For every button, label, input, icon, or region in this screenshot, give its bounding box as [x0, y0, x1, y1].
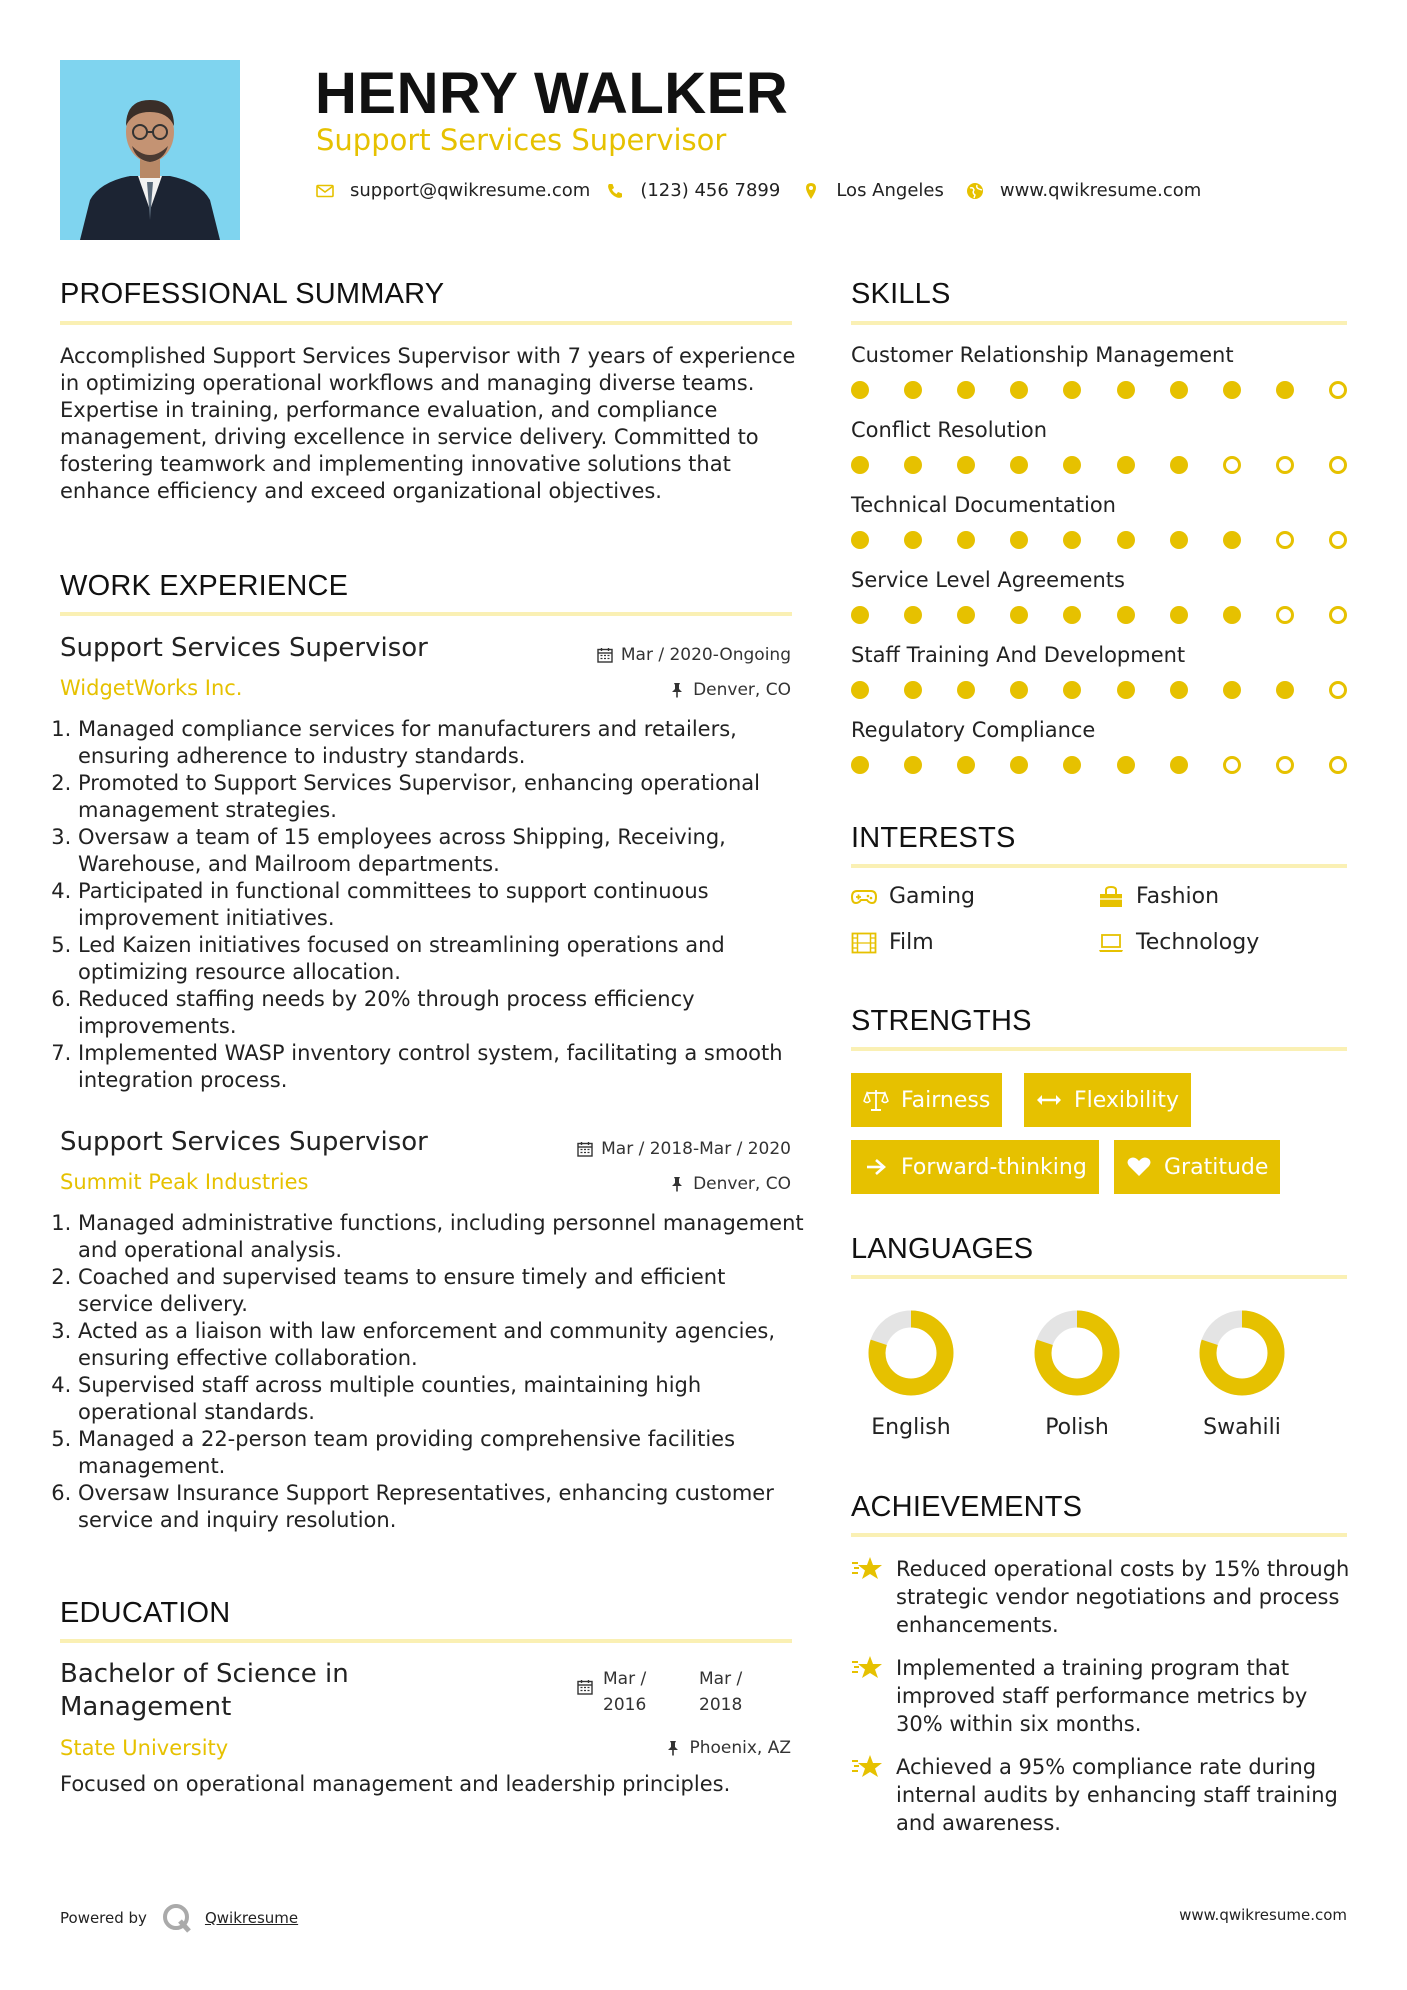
- bag-icon: [1098, 886, 1124, 908]
- strengths-heading: STRENGTHS: [851, 1005, 1032, 1037]
- skill-dot-filled: [1223, 681, 1241, 699]
- skill-dot-filled: [904, 531, 922, 549]
- list-item: 3. Oversaw a team of 15 employees across Shipping, Receiving, Warehouse, and Mailroom departments.: [78, 824, 804, 878]
- skill-dot-empty: [1329, 756, 1347, 774]
- job-1-role: Support Services Supervisor: [60, 633, 428, 663]
- skill-rating: [851, 456, 1347, 474]
- arrow-right-icon: [863, 1155, 889, 1179]
- list-item: 2. Promoted to Support Services Supervisor, enhancing operational management strategies.: [78, 770, 804, 824]
- education-end: [699, 1666, 769, 1718]
- skill-dot-filled: [1010, 681, 1028, 699]
- skill-dot-empty: [1329, 681, 1347, 699]
- skill-dot-filled: [957, 756, 975, 774]
- skill-dot-filled: [1010, 756, 1028, 774]
- laptop-icon: [1098, 932, 1124, 954]
- language-item: [856, 1309, 966, 1440]
- skill-dot-filled: [1063, 681, 1081, 699]
- achievements-heading: ACHIEVEMENTS: [851, 1491, 1083, 1523]
- strength-tag: [1114, 1140, 1280, 1194]
- list-item: 2. Coached and supervised teams to ensure timely and efficient service delivery.: [78, 1264, 804, 1318]
- summary-text: Accomplished Support Services Supervisor with 7 years of experience in optimizing operational workflows and managing diverse teams. Expertise in training, performance evaluation, and compliance management, driving excellence in service delivery. Committed to fostering teamwork and implementing innovative solutions that enhance efficiency and exceed organizational objectives.: [60, 344, 796, 503]
- calendar-icon: [577, 1141, 593, 1157]
- skill-name: Service Level Agreements: [851, 568, 1125, 592]
- skill-dot-filled: [1117, 381, 1135, 399]
- skill-dot-empty: [1223, 456, 1241, 474]
- skill-dot-filled: [1276, 681, 1294, 699]
- skill-dot-filled: [1063, 456, 1081, 474]
- strength-label: Flexibility: [1074, 1087, 1179, 1113]
- job-2-location-text: Denver, CO: [693, 1174, 791, 1194]
- language-name: Swahili: [1203, 1415, 1281, 1440]
- skill-dot-filled: [1170, 531, 1188, 549]
- skill-dot-filled: [1117, 606, 1135, 624]
- skill-dot-empty: [1276, 531, 1294, 549]
- skill-dot-empty: [1329, 456, 1347, 474]
- education-school: State University: [60, 1736, 229, 1760]
- education-dates: [577, 1666, 769, 1718]
- contact-phone-text: (123) 456 7899: [640, 180, 781, 201]
- job-2-role: Support Services Supervisor: [60, 1127, 428, 1157]
- skill-dot-filled: [1063, 531, 1081, 549]
- pushpin-icon: [669, 682, 685, 698]
- skill-dot-filled: [1063, 606, 1081, 624]
- interest-item: [1098, 884, 1219, 909]
- skill-dot-filled: [1170, 681, 1188, 699]
- calendar-icon: [577, 1679, 593, 1695]
- job-1-location: [669, 680, 791, 700]
- job-2-location: [669, 1174, 791, 1194]
- contact-phone[interactable]: [606, 180, 780, 201]
- skill-rating: [851, 381, 1347, 399]
- phone-icon: [606, 182, 624, 200]
- job-1-bullets: [59, 716, 804, 1094]
- language-proficiency-ring: [867, 1309, 955, 1397]
- contact-website[interactable]: [966, 180, 1201, 201]
- balance-scale-icon: [863, 1088, 889, 1112]
- education-start: [603, 1666, 673, 1718]
- skill-dot-empty: [1329, 531, 1347, 549]
- work-heading: WORK EXPERIENCE: [60, 570, 349, 602]
- strength-label: Fairness: [901, 1087, 991, 1113]
- skill-dot-filled: [851, 756, 869, 774]
- interest-label: Gaming: [889, 884, 975, 909]
- skill-dot-filled: [851, 456, 869, 474]
- skill-name: Regulatory Compliance: [851, 718, 1096, 742]
- strength-tag: [1024, 1073, 1191, 1127]
- skill-dot-filled: [904, 381, 922, 399]
- achievement-item: [851, 1654, 1351, 1738]
- contact-bar: [316, 180, 1217, 201]
- pushpin-icon: [665, 1740, 681, 1756]
- language-name: Polish: [1045, 1415, 1109, 1440]
- language-proficiency-ring: [1033, 1309, 1121, 1397]
- skill-dot-filled: [1276, 381, 1294, 399]
- skill-rating: [851, 531, 1347, 549]
- education-start-month: Mar /: [603, 1669, 647, 1689]
- contact-email-text: support@qwikresume.com: [350, 180, 591, 201]
- list-item: 3. Acted as a liaison with law enforcement and community agencies, ensuring effective collaboration.: [78, 1318, 804, 1372]
- job-2-company: Summit Peak Industries: [60, 1170, 309, 1194]
- skill-name: Staff Training And Development: [851, 643, 1186, 667]
- skill-name: Conflict Resolution: [851, 418, 1048, 442]
- job-1-dates: [597, 645, 791, 665]
- list-item: 1. Managed administrative functions, including personnel management and operational analysis.: [78, 1210, 804, 1264]
- contact-website-text: www.qwikresume.com: [999, 180, 1202, 201]
- contact-email[interactable]: [316, 180, 590, 201]
- envelope-icon: [316, 182, 334, 200]
- education-heading: EDUCATION: [60, 1597, 231, 1629]
- skill-dot-filled: [851, 531, 869, 549]
- education-location: [665, 1738, 791, 1758]
- gamepad-icon: [851, 886, 877, 908]
- education-description: Focused on operational management and leadership principles.: [60, 1772, 731, 1796]
- language-item: [1187, 1309, 1297, 1440]
- list-item: 6. Reduced staffing needs by 20% through process efficiency improvements.: [78, 986, 804, 1040]
- calendar-icon: [597, 647, 613, 663]
- skill-name: Technical Documentation: [851, 493, 1116, 517]
- skill-dot-filled: [1223, 531, 1241, 549]
- skill-dot-empty: [1276, 606, 1294, 624]
- strength-label: Forward-thinking: [901, 1154, 1087, 1180]
- interest-label: Film: [889, 930, 934, 955]
- job-2-dates-text: Mar / 2018-Mar / 2020: [601, 1139, 791, 1159]
- interests-heading: INTERESTS: [851, 822, 1016, 854]
- skill-rating: [851, 681, 1347, 699]
- education-start-year: 2016: [603, 1695, 647, 1715]
- education-degree: Bachelor of Science in Management: [60, 1659, 349, 1722]
- skill-dot-empty: [1329, 381, 1347, 399]
- list-item: 4. Participated in functional committees to support continuous improvement initiatives.: [78, 878, 804, 932]
- skill-dot-filled: [1170, 381, 1188, 399]
- star-icon: [851, 1753, 883, 1781]
- heart-icon: [1126, 1155, 1152, 1179]
- film-icon: [851, 932, 877, 954]
- contact-location: [802, 180, 944, 201]
- qwikresume-logo-icon: [161, 1902, 193, 1934]
- skill-dot-filled: [1223, 381, 1241, 399]
- skill-dot-filled: [851, 381, 869, 399]
- list-item: 4. Supervised staff across multiple counties, maintaining high operational standards.: [78, 1372, 804, 1426]
- skill-dot-empty: [1329, 606, 1347, 624]
- achievements-divider: [851, 1533, 1347, 1537]
- interest-label: Technology: [1136, 930, 1260, 955]
- skill-dot-filled: [1170, 606, 1188, 624]
- summary-heading: PROFESSIONAL SUMMARY: [60, 278, 445, 310]
- achievement-item: [851, 1753, 1351, 1837]
- skill-dot-filled: [957, 531, 975, 549]
- skill-dot-filled: [1223, 606, 1241, 624]
- job-1-dates-text: Mar / 2020-Ongoing: [620, 645, 791, 665]
- skill-dot-filled: [1170, 456, 1188, 474]
- list-item: 5. Led Kaizen initiatives focused on streamlining operations and optimizing resource allocation.: [78, 932, 804, 986]
- education-end-year: 2018: [699, 1695, 743, 1715]
- star-icon: [851, 1555, 883, 1583]
- skills-heading: SKILLS: [851, 278, 951, 310]
- language-name: English: [871, 1415, 951, 1440]
- footer-site[interactable]: www.qwikresume.com: [1179, 1906, 1347, 1924]
- skill-dot-filled: [1010, 606, 1028, 624]
- achievement-text: Implemented a training program that improved staff performance metrics by 30% within six months.: [896, 1656, 1308, 1736]
- person-portrait-icon: [60, 60, 240, 240]
- skill-dot-filled: [851, 606, 869, 624]
- job-1-location-text: Denver, CO: [693, 680, 791, 700]
- interest-item: [851, 930, 934, 955]
- skill-dot-filled: [1170, 756, 1188, 774]
- job-1-company: WidgetWorks Inc.: [60, 676, 243, 700]
- summary-divider: [60, 321, 792, 325]
- skill-dot-filled: [957, 681, 975, 699]
- strengths-divider: [851, 1047, 1347, 1051]
- skill-dot-filled: [1010, 456, 1028, 474]
- skill-dot-filled: [904, 681, 922, 699]
- interest-item: [1098, 930, 1259, 955]
- skill-dot-filled: [1063, 756, 1081, 774]
- education-location-text: Phoenix, AZ: [689, 1738, 791, 1758]
- interest-label: Fashion: [1136, 884, 1220, 909]
- skill-dot-filled: [957, 381, 975, 399]
- candidate-name: HENRY WALKER: [315, 61, 789, 126]
- arrows-horizontal-icon: [1036, 1088, 1062, 1112]
- achievement-text: Reduced operational costs by 15% through strategic vendor negotiations and process enhancements.: [896, 1557, 1350, 1637]
- list-item: 1. Managed compliance services for manufacturers and retailers, ensuring adherence to industry standards.: [78, 716, 804, 770]
- skill-name: Customer Relationship Management: [851, 343, 1234, 367]
- candidate-title: Support Services Supervisor: [316, 123, 727, 157]
- profile-photo: [60, 60, 240, 240]
- skill-dot-filled: [904, 456, 922, 474]
- pushpin-icon: [669, 1176, 685, 1192]
- skill-dot-filled: [851, 681, 869, 699]
- skill-dot-filled: [1063, 381, 1081, 399]
- list-item: 5. Managed a 22-person team providing comprehensive facilities management.: [78, 1426, 804, 1480]
- skill-dot-filled: [904, 756, 922, 774]
- skill-rating: [851, 606, 1347, 624]
- achievement-item: [851, 1555, 1351, 1639]
- skill-dot-filled: [904, 606, 922, 624]
- education-end-month: Mar /: [699, 1669, 743, 1689]
- job-2-dates: [577, 1139, 791, 1159]
- strength-tag: [851, 1140, 1099, 1194]
- skill-dot-filled: [957, 606, 975, 624]
- skill-dot-filled: [1117, 756, 1135, 774]
- list-item: 6. Oversaw Insurance Support Representatives, enhancing customer service and inquiry resolution.: [78, 1480, 804, 1534]
- languages-divider: [851, 1275, 1347, 1279]
- strength-label: Gratitude: [1164, 1154, 1269, 1180]
- list-item: 7. Implemented WASP inventory control system, facilitating a smooth integration process.: [78, 1040, 804, 1094]
- job-2-bullets: [59, 1210, 804, 1534]
- language-proficiency-ring: [1198, 1309, 1286, 1397]
- star-icon: [851, 1654, 883, 1682]
- skill-dot-filled: [1010, 531, 1028, 549]
- skill-dot-filled: [1010, 381, 1028, 399]
- interests-divider: [851, 864, 1347, 868]
- map-pin-icon: [802, 182, 820, 200]
- footer-powered-by: [60, 1902, 298, 1934]
- contact-location-text: Los Angeles: [836, 180, 944, 201]
- skill-rating: [851, 756, 1347, 774]
- brand-link[interactable]: Qwikresume: [204, 1909, 299, 1927]
- skill-dot-filled: [1117, 531, 1135, 549]
- strength-tag: [851, 1073, 1002, 1127]
- achievement-text: Achieved a 95% compliance rate during internal audits by enhancing staff training and awareness.: [896, 1755, 1338, 1835]
- interest-item: [851, 884, 975, 909]
- work-divider: [60, 612, 792, 616]
- skill-dot-empty: [1223, 756, 1241, 774]
- skill-dot-filled: [1117, 681, 1135, 699]
- skill-dot-empty: [1276, 756, 1294, 774]
- skills-divider: [851, 321, 1347, 325]
- powered-by-label: Powered by: [60, 1909, 147, 1927]
- skill-dot-filled: [957, 456, 975, 474]
- globe-icon: [966, 182, 984, 200]
- skill-dot-empty: [1276, 456, 1294, 474]
- languages-heading: LANGUAGES: [851, 1233, 1034, 1265]
- education-divider: [60, 1639, 792, 1643]
- skill-dot-filled: [1117, 456, 1135, 474]
- language-item: [1022, 1309, 1132, 1440]
